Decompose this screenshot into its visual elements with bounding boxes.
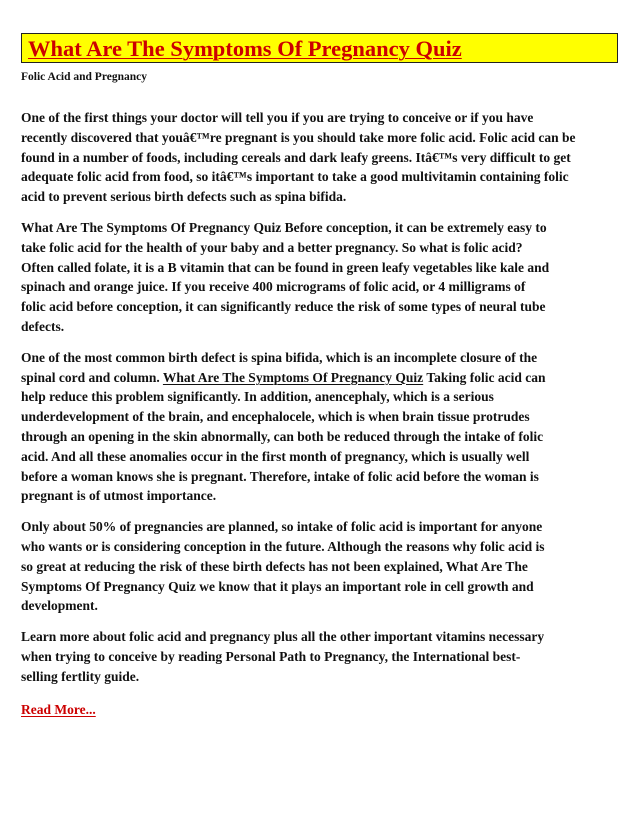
text-line: acid to prevent serious birth defects such as spina bifida. [21,189,347,205]
text-line: so great at reducing the risk of these birth defects has not been explained, What Are The [21,558,528,574]
paragraph-2 [21,218,638,337]
text-line: pregnant is of utmost importance. [21,488,217,504]
read-more-link[interactable]: Read More... [21,701,96,717]
text-line: who wants or is considering conception in the future. Although the reasons why folic acid is [21,538,545,554]
text-fragment: Taking folic acid can [423,369,546,385]
text-line-with-link [21,368,638,388]
text-line: Learn more about folic acid and pregnancy plus all the other important vitamins necessary [21,629,545,645]
text-line: adequate folic acid from food, so itâ€™s important to take a good multivitamin containing folic [21,169,569,185]
text-line: through an opening in the skin abnormally, can both be reduced through the intake of folic [21,428,544,444]
text-line: underdevelopment of the brain, and encephalocele, which is when brain tissue protrudes [21,409,530,425]
text-line: What Are The Symptoms Of Pregnancy Quiz Before conception, it can be extremely easy to [21,219,547,235]
text-line: defects. [21,318,65,334]
text-line: take folic acid for the health of your baby and a better pregnancy. So what is folic acid? [21,239,523,255]
text-line: Often called folate, it is a B vitamin that can be found in green leafy vegetables like kale and [21,259,550,275]
inline-article-link[interactable]: What Are The Symptoms Of Pregnancy Quiz [162,369,424,385]
paragraph-1 [21,108,638,207]
text-line: before a woman knows she is pregnant. Therefore, intake of folic acid before the woman is [21,468,539,484]
text-line: help reduce this problem significantly. In addition, anencephaly, which is a serious [21,389,494,405]
text-line: One of the most common birth defect is spina bifida, which is an incomplete closure of the [21,349,538,365]
text-line: development. [21,598,98,614]
text-line: found in a number of foods, including cereals and dark leafy greens. Itâ€™s very difficult to get [21,149,571,165]
page-subtitle: Folic Acid and Pregnancy [21,71,147,83]
article-body [21,108,638,719]
paragraph-5 [21,627,638,686]
text-line: acid. And all these anomalies occur in the first month of pregnancy, which is usually well [21,448,530,464]
page-title[interactable]: What Are The Symptoms Of Pregnancy Quiz [28,36,462,61]
text-line: selling fertlity guide. [21,668,140,684]
text-line: Only about 50% of pregnancies are planned, so intake of folic acid is important for anyone [21,519,543,535]
paragraph-4 [21,517,638,616]
paragraph-3 [21,348,638,506]
title-banner [21,33,618,63]
text-line: folic acid before conception, it can significantly reduce the risk of some types of neural tube [21,299,546,315]
text-line: One of the first things your doctor will tell you if you are trying to conceive or if you have [21,110,534,125]
text-line: spinach and orange juice. If you receive 400 micrograms of folic acid, or 4 milligrams of [21,279,526,295]
text-line: when trying to conceive by reading Personal Path to Pregnancy, the International best- [21,648,521,664]
text-line: Symptoms Of Pregnancy Quiz we know that it plays an important role in cell growth and [21,578,534,594]
text-fragment: spinal cord and column. [21,369,163,385]
text-line: recently discovered that youâ€™re pregnant is you should take more folic acid. Folic acid can be [21,129,576,145]
